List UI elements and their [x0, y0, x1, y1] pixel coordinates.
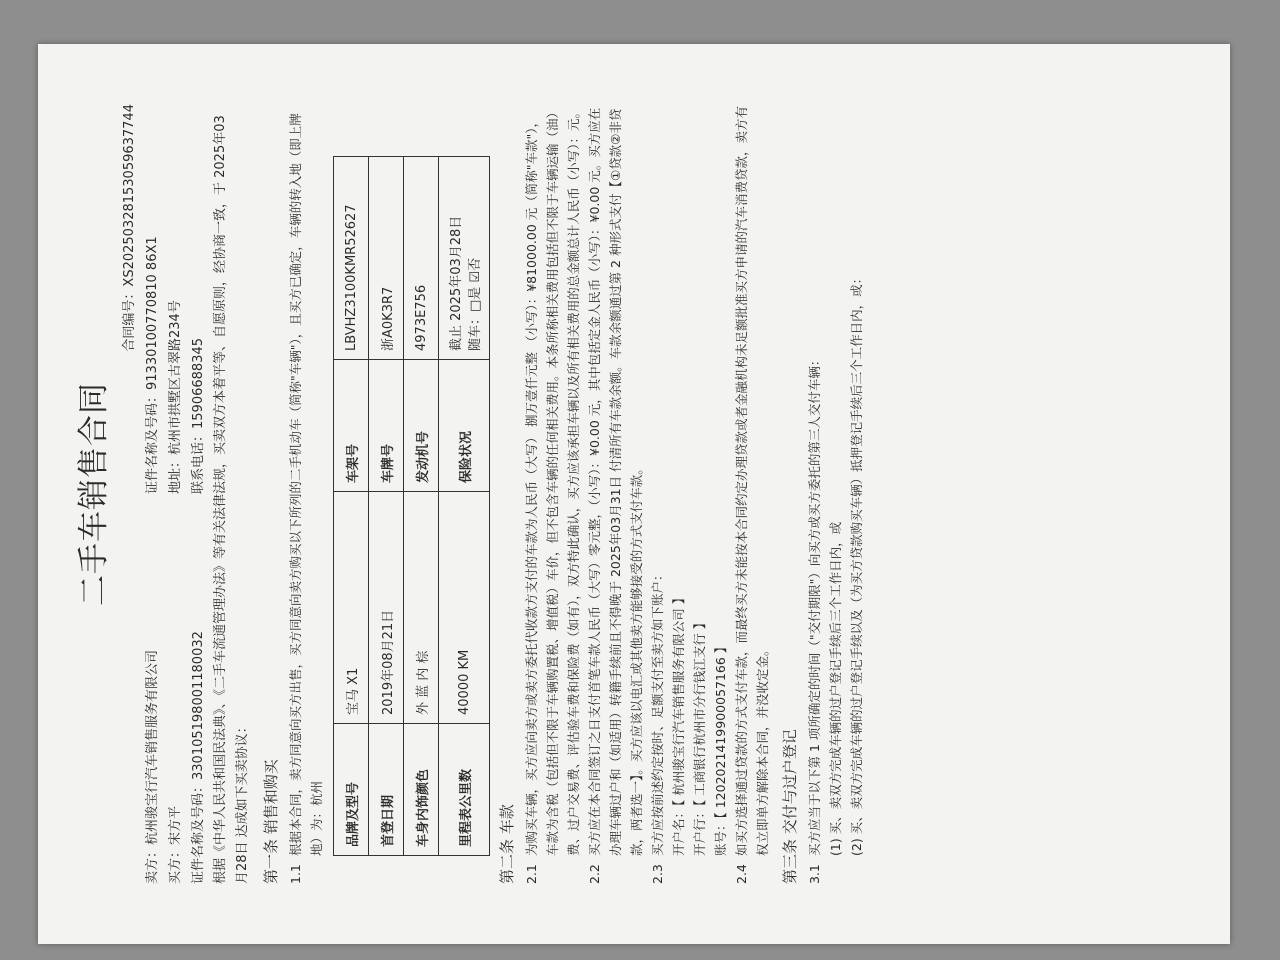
- contract-title: 二手车销售合同: [76, 382, 112, 606]
- clause-2-1: [521, 104, 584, 884]
- buyer-id: 证件名称及号码：330105198001180032: [191, 631, 206, 884]
- clause-3-1: [804, 104, 825, 884]
- clause-2-3: [647, 104, 731, 884]
- table-value: 浙A0K3R7: [369, 157, 404, 360]
- clause-number: 2.2: [587, 864, 602, 884]
- seller-name: 卖方：杭州骏宝行汽车销售服务有限公司: [145, 649, 160, 884]
- clause-2-4: [731, 104, 773, 884]
- clause-text: 买方应在本合同签订之日支付首笔车款人民币（大写）零元整，（小写）：¥0.00 元，其中包括定金人民币（小写）：¥0.00 元。买方应在办理车辆过户和（如适用）转籍手续前且不得晚于 2025年03月31日 付清所有车款余额。车款余额通过第 2 种形式支付【①贷款②非贷款，两者选一】。买方应该以电汇或其他卖方能够接受的方式支付车款。: [587, 107, 644, 856]
- table-value: 2019年08月21日: [369, 492, 404, 724]
- clause-number: 2.3: [650, 864, 665, 884]
- clause-text: 如买方选择通过贷款的方式支付车款，而最终买方未能按本合同约定办理贷款或者金融机构未足额批准买方申请的汽车消费贷款，卖方有权立即单方解除本合同，并没收定金。: [734, 105, 770, 856]
- table-row: [439, 157, 490, 856]
- buyer-address: 地址：杭州市拱墅区古翠路234号: [168, 300, 183, 494]
- contract-paper: [38, 44, 1230, 944]
- insurance-cell: [439, 157, 490, 360]
- account-bank: 开户行：【 工商银行杭州市分行钱江支行 】: [692, 616, 707, 856]
- clause-text: [647, 104, 731, 856]
- clause-text: 买方应当于以下第 1 项所确定的时间（"交付期限"）向买方或买方委托的第三人交付车辆：: [807, 353, 822, 856]
- contract-document: [68, 104, 867, 884]
- insurance-with-car: 随车：□是 ☑否: [468, 257, 483, 351]
- clause-number: 3.1: [807, 864, 822, 884]
- clause-number: 2.1: [524, 864, 539, 884]
- table-key: 车牌号: [369, 360, 404, 492]
- table-row: [369, 157, 404, 856]
- buyer-name: 买方：宋方平: [168, 805, 183, 884]
- vehicle-table: [333, 156, 490, 856]
- article-1-title: 第一条 销售和购买: [262, 759, 280, 884]
- article-3-title: 第三条 交付与过户登记: [781, 729, 799, 884]
- buyer-phone: 联系电话：15906688345: [191, 338, 206, 494]
- clause-3-1-option-2: (2) 买、卖双方完成车辆的过户登记手续以及（为买方贷款购买车辆）抵押登记手续后三个工作日内，或：: [849, 271, 864, 856]
- account-name: 开户名：【 杭州骏宝行汽车销售服务有限公司 】: [671, 591, 686, 856]
- clause-2-2: [584, 104, 647, 884]
- preamble: 根据《中华人民共和国民法典》、《二手车流通管理办法》等有关法律法规，买卖双方本着平等、自愿原则，经协商一致，于 2025年03月28日 达成如下买卖协议：: [213, 115, 250, 884]
- table-key: 首登日期: [369, 724, 404, 856]
- table-key: 发动机号: [404, 360, 439, 492]
- clause-1-1: [285, 104, 327, 884]
- rotated-page: [38, 44, 1230, 944]
- contract-number: 合同编号：XS20250328153059637744: [122, 104, 137, 352]
- table-key: 保险状况: [439, 360, 490, 492]
- table-key: 车身内饰颜色: [404, 724, 439, 856]
- table-key: 车架号: [334, 360, 369, 492]
- account-intro: 买方应按前述约定按时、足额支付至卖方如下账户：: [650, 568, 665, 856]
- account-number: 账号：【 1202021419900057166 】: [713, 640, 728, 856]
- clause-number: 1.1: [288, 864, 303, 884]
- table-value: 4973E756: [404, 157, 439, 360]
- table-row: [404, 157, 439, 856]
- table-value: 外 蓝 内 棕: [404, 492, 439, 724]
- clause-number: 2.4: [734, 864, 749, 884]
- seller-id: 证件名称及号码：91330100770810 86X1: [145, 236, 160, 494]
- clause-text: 根据本合同，卖方同意向买方出售，买方同意向卖方购买以下所列的二手机动车（简称"车辆"），且买方已确定，车辆的转入地（即上牌地）为：杭州: [288, 113, 324, 856]
- article-2-title: 第二条 车款: [498, 804, 516, 884]
- clause-text: 为购买车辆，买方应向卖方或卖方委托代收款方支付的车款为人民币（大写） 捌万壹仟元整 （小写）：¥81000.00 元（简称"车款"），车款为含税（包括但不限于车辆购置税、增值税）车价，但不包含车辆的任何相关费用。本条所称相关费用包括但不限于车辆运输（油）费、过户交易费、评估验车费和保险费（如有），双方特此确认，买方应该承担车辆以及所有相关费用的总金额总计人民币（小写）：元。: [524, 105, 581, 856]
- table-value: 宝马 X1: [334, 492, 369, 724]
- clause-3-1-option-1: (1) 买、卖双方完成车辆的过户登记手续后三个工作日内，或: [828, 521, 843, 856]
- table-value: LBVHZ3100KMR52627: [334, 157, 369, 360]
- table-key: 里程表公里数: [439, 724, 490, 856]
- insurance-date: 截止 2025年03月28日: [449, 215, 464, 351]
- table-row: [334, 157, 369, 856]
- table-key: 品牌及型号: [334, 724, 369, 856]
- table-value: 40000 KM: [439, 492, 490, 724]
